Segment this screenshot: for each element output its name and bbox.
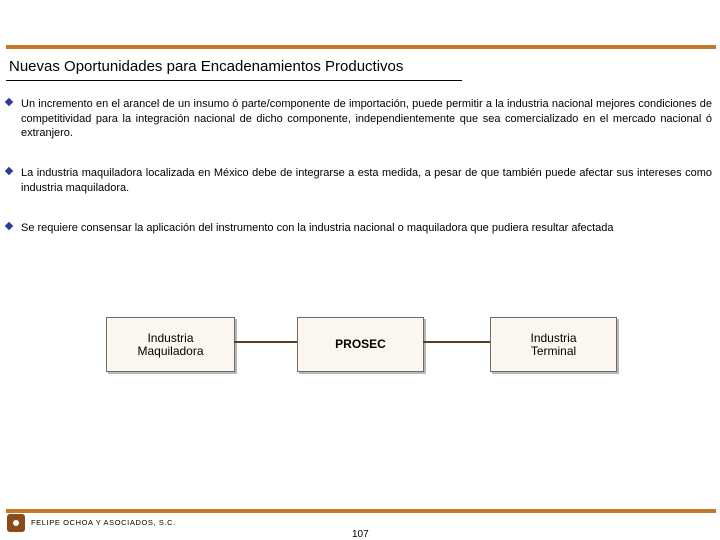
company-logo-icon	[7, 514, 25, 532]
box-label: Maquiladora	[137, 343, 204, 358]
top-rule	[6, 45, 716, 49]
box-label: Industria	[147, 330, 194, 345]
bullet-text: Un incremento en el arancel de un insumo ó parte/componente de importación, puede permitir a la industria nacional mejores condiciones de competitividad para la integración nacional de dicho componente, independientemente que sea comercializado en el mercado nacional ó extranjero.	[21, 98, 712, 139]
box-label: Industria	[530, 330, 577, 345]
box-industria-terminal	[490, 317, 617, 372]
box-label: Terminal	[530, 343, 577, 358]
company-name: FELIPE OCHOA Y ASOCIADOS, S.C.	[31, 518, 176, 527]
diamond-bullet-icon	[5, 167, 13, 175]
connector-line	[423, 341, 490, 343]
bullet-text: La industria maquiladora localizada en México debe de integrarse a esta medida, a pesar de que también puede afectar sus intereses como industria maquiladora.	[21, 167, 712, 194]
box-label: PROSEC	[335, 337, 386, 351]
title-underline	[6, 80, 462, 81]
box-prosec	[297, 317, 424, 372]
bullet-text: Se requiere consensar la aplicación del instrumento con la industria nacional o maquiladora que pudiera resultar afectada	[21, 222, 614, 234]
bottom-rule	[6, 509, 716, 513]
diamond-bullet-icon	[5, 98, 13, 106]
page-title: Nuevas Oportunidades para Encadenamientos Productivos	[9, 58, 404, 75]
box-industria-maquiladora	[106, 317, 235, 372]
connector-line	[234, 341, 297, 343]
diamond-bullet-icon	[5, 222, 13, 230]
page-number: 107	[352, 529, 369, 540]
